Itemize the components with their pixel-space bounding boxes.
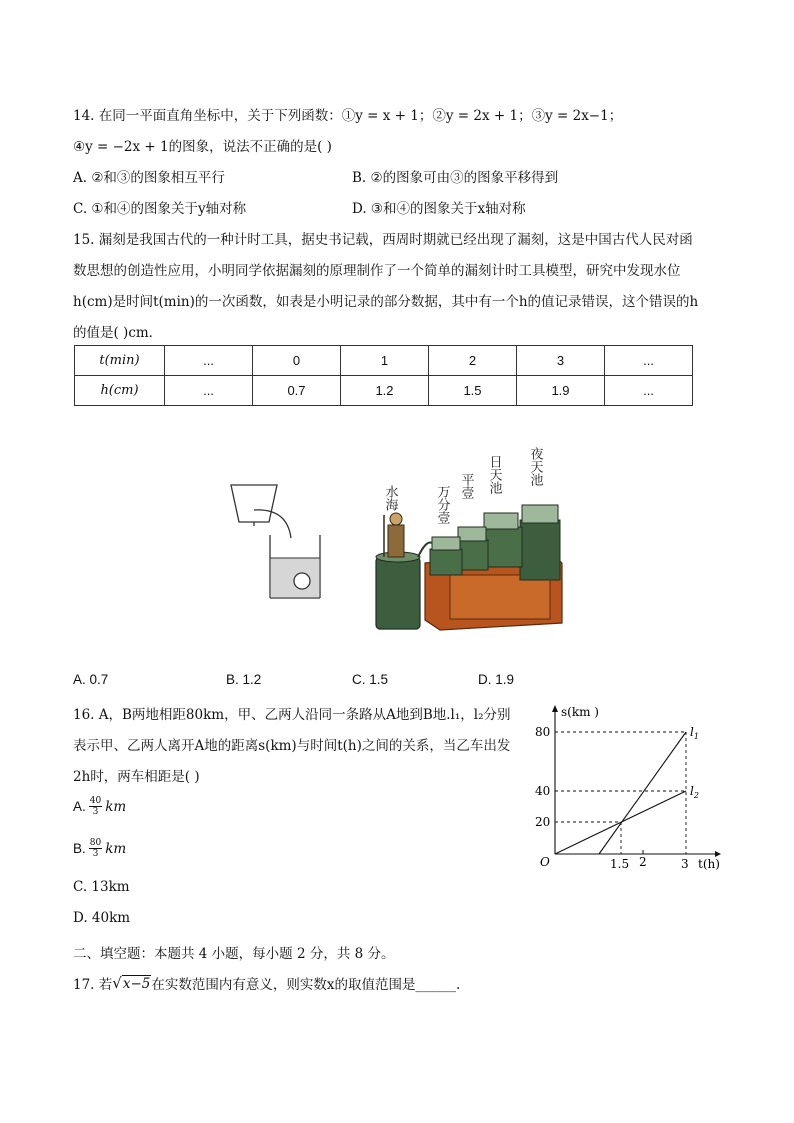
numerator: 40	[89, 796, 102, 806]
table-cell: 1.2	[341, 376, 429, 406]
q15-line2: 数思想的创造性应用，小明同学依据漏刻的原理制作了一个简单的漏刻计时工具模型，研究中发现水位	[73, 263, 681, 279]
table-cell: ...	[605, 346, 693, 376]
x-tick-label: 1.5	[610, 857, 630, 871]
y-tick-label: 20	[535, 815, 551, 829]
table-cell: 2	[429, 346, 517, 376]
ancient-water-clock-illustration	[370, 445, 570, 635]
label-pingyi: 平壹	[458, 473, 474, 499]
x-tick-label: 2	[639, 855, 647, 869]
table-cell: 1	[341, 346, 429, 376]
y-tick-label: 80	[535, 725, 551, 739]
q16-option-a	[73, 796, 126, 817]
section-heading: 二、填空题：本题共 4 小题，每小题 2 分，共 8 分。	[73, 946, 395, 962]
q16-option-b	[73, 838, 126, 859]
q16-option-c: C. 13km	[73, 879, 130, 895]
q17-suffix: 在实数范围内有意义，则实数x的取值范围是______.	[151, 977, 461, 993]
leaky-vessel-diagram	[225, 480, 335, 605]
table-cell: ...	[165, 346, 253, 376]
q15-line4: 的值是( )cm．	[73, 325, 163, 341]
l2-label: $l_2$	[690, 784, 699, 800]
y-tick-label: 40	[535, 784, 551, 798]
option-label: B.	[73, 841, 86, 856]
q16-option-d: D. 40km	[73, 910, 131, 926]
fraction	[89, 838, 102, 859]
q15-option-a: A. 0.7	[73, 672, 109, 687]
table-cell: 0.7	[253, 376, 341, 406]
line-l1	[599, 732, 686, 854]
q16-line2: 表示甲、乙两人离开A地的距离s(km)与时间t(h)之间的关系，当乙车出发	[73, 738, 511, 754]
float-ball	[294, 573, 310, 589]
q14-line2: ④y = −2x + 1的图象，说法不正确的是( )	[73, 139, 332, 155]
y-axis-label: s(km )	[561, 705, 599, 719]
q15-data-table	[74, 345, 693, 406]
q15-option-b: B. 1.2	[226, 672, 262, 687]
q15-line3: h(cm)是时间t(min)的一次函数，如表是小明记录的部分数据，其中有一个h的值记录错误，这个错误的h	[73, 294, 699, 310]
denominator: 3	[92, 849, 99, 859]
q14-option-a: A. ②和③的图象相互平行	[73, 170, 225, 186]
table-cell: 1.9	[517, 376, 605, 406]
radicand: x−5	[122, 976, 151, 992]
label-yetianchi: 夜天池	[527, 447, 543, 486]
numerator: 80	[89, 838, 102, 848]
table-row	[75, 346, 693, 376]
q14-option-d: D. ③和④的图象关于x轴对称	[352, 201, 526, 217]
sqrt-sign: √	[112, 974, 122, 992]
q15-option-c: C. 1.5	[352, 672, 389, 687]
q14-option-c: C. ①和④的图象关于y轴对称	[73, 201, 247, 217]
fraction	[89, 796, 102, 817]
q16-distance-time-graph	[530, 700, 725, 880]
receiving-vessel	[376, 557, 420, 629]
table-cell: t(min)	[75, 346, 165, 376]
table-cell: 3	[517, 346, 605, 376]
q16-line3: 2h时，两车相距是( )	[73, 769, 200, 785]
sqrt-expression	[112, 974, 151, 992]
table-cell: h(cm)	[75, 376, 165, 406]
tank-wanfen	[430, 549, 462, 575]
q17-prefix: 17. 若	[73, 977, 113, 993]
tank-night	[520, 520, 560, 580]
q15-line1: 15. 漏刻是我国古代的一种计时工具，据史书记载，西周时期就已经出现了漏刻，这是中国古代人民对函	[73, 232, 693, 248]
label-ritianchi: 日天池	[486, 455, 502, 494]
q14-line1: 14. 在同一平面直角坐标中，关于下列函数：①y = x + 1；②y = 2x + 1；③y = 2x−1；	[73, 108, 623, 124]
q15-option-d: D. 1.9	[478, 672, 515, 687]
denominator: 3	[92, 807, 99, 817]
option-label: A.	[73, 799, 86, 814]
x-axis-label: t(h)	[698, 857, 720, 871]
q16-line1: 16. A，B两地相距80km，甲、乙两人沿同一条路从A地到B地.l₁，l₂分别	[73, 707, 511, 723]
table-cell: ...	[605, 376, 693, 406]
upper-vessel	[231, 485, 277, 522]
label-wanfenyi: 万分壹	[434, 485, 450, 524]
table-row	[75, 376, 693, 406]
unit: km	[105, 840, 127, 857]
l1-label: $l_1$	[690, 725, 699, 741]
line-l2	[555, 791, 686, 854]
origin-label: O	[540, 855, 550, 869]
unit: km	[105, 798, 127, 815]
x-tick-label: 3	[681, 857, 689, 871]
q17-line	[73, 973, 460, 993]
label-shuihai: 水海	[382, 485, 398, 511]
table-cell: 1.5	[429, 376, 517, 406]
table-cell: ...	[165, 376, 253, 406]
q14-option-b: B. ②的图象可由③的图象平移得到	[352, 170, 559, 186]
table-cell: 0	[253, 346, 341, 376]
